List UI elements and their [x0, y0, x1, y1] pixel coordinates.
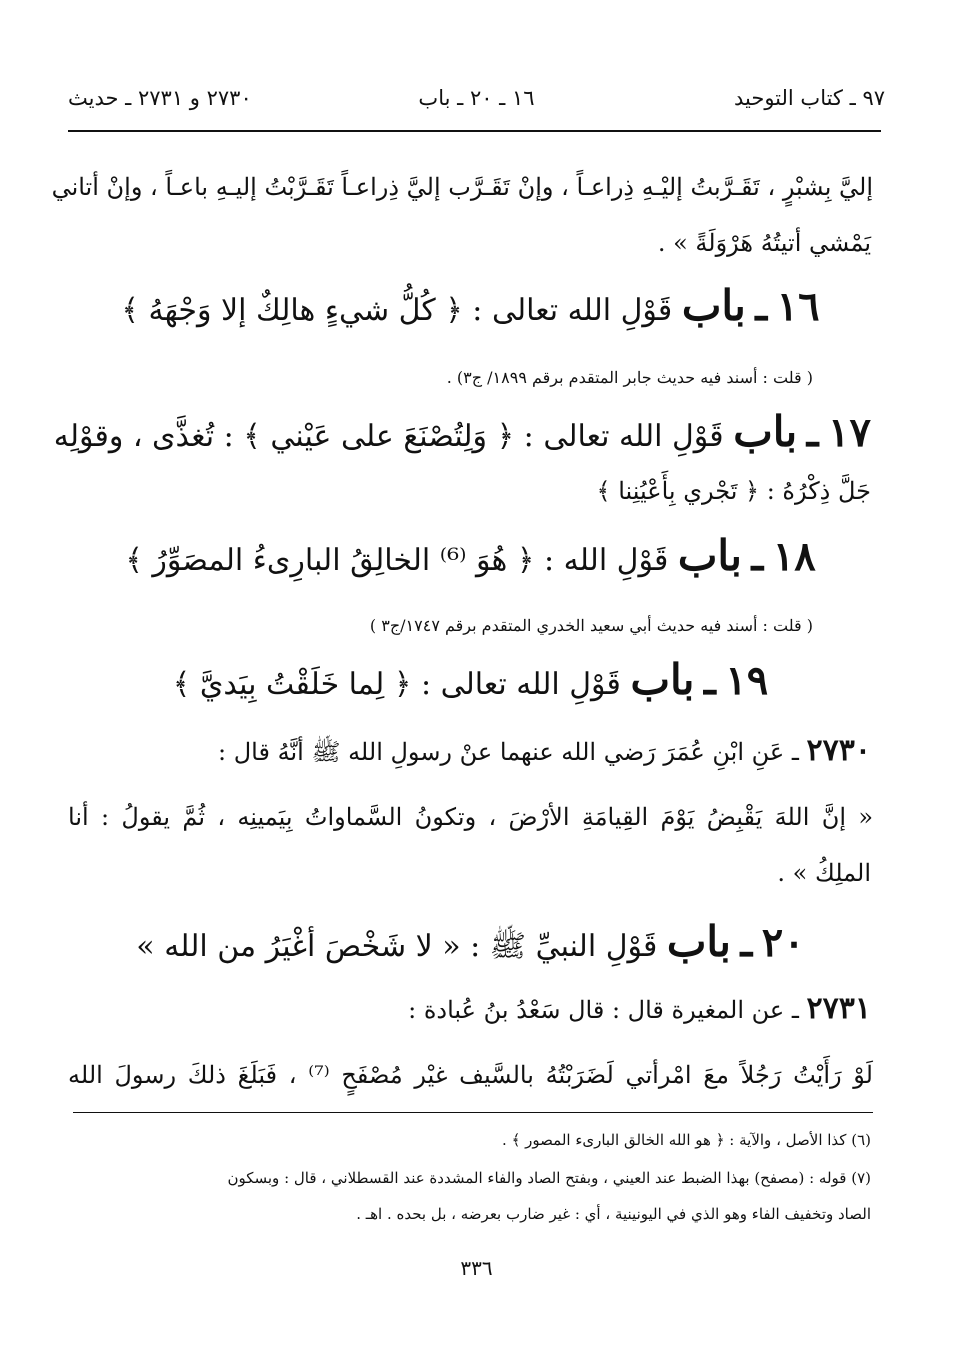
chapter-dash: ـ — [704, 657, 716, 704]
chapter-19-heading — [68, 655, 873, 705]
chapter-bab-word: باب — [666, 917, 731, 966]
chapter-dash: ـ — [751, 533, 764, 580]
chapter-number: ١٩ — [725, 657, 769, 704]
hadith-number: ٢٧٣١ — [806, 991, 871, 1026]
hadith-2730-intro — [218, 734, 871, 769]
header-book-title: ٩٧ ـ كتاب التوحيد — [733, 86, 885, 110]
chapter-title: قَوْلِ النبيِّ ﷺ : « لا شَخْصَ أغْيَرُ من الله » — [136, 929, 658, 964]
chapter-title: قَوْلِ الله تعالى : ﴿ كُلُّ شيءٍ هالِكٌ إلا وَجْهَهُ ﴾ — [121, 293, 673, 328]
footnote-6: (٦) كذا الأصل ، والآية : ﴿ هو الله الخالق البارىء المصور ﴾ . — [502, 1131, 871, 1149]
running-header — [68, 86, 885, 120]
hadith-2730-line-1: « إنَّ اللهَ يَقْبِضُ يَوْمَ القِيامَةِ الأرْضَ ، وتكونُ السَّماواتُ بِيَمينِه ، ثُمَّ يقولُ : أنا — [68, 803, 873, 831]
page-number: ٣٣٦ — [460, 1256, 493, 1280]
hadith-number: ٢٧٣٠ — [806, 733, 871, 768]
chapter-number: ١٧ — [828, 409, 871, 456]
chapter-dash: ـ — [755, 283, 768, 330]
chapter-dash: ـ — [740, 919, 753, 966]
note-16: ( قلت : أسند فيه حديث جابر المتقدم برقم ١٨٩٩/ ج٣) . — [446, 368, 813, 387]
chapter-title: قَوْلِ الله تعالى : ﴿ وَلِتُصْنَعَ على عَيْني ﴾ : تُغذَّى ، وقوْلِه — [53, 419, 724, 454]
continuation-line-2: يَمْشي أتيتُهُ هَرْوَلَةً » . — [657, 229, 871, 257]
chapter-18-heading — [68, 531, 873, 581]
hadith-isnad: ـ عَنِ ابْنِ عُمَرَ رَضي الله عنهما عنْ رسولِ الله ﷺ أنَّهُ قال : — [218, 738, 799, 766]
chapter-title: قَوْلِ الله تعالى : ﴿ لِما خَلَقْتُ بِيَديَّ ﴾ — [172, 667, 621, 702]
header-chapter-range: ١٦ ـ ٢٠ ـ باب — [418, 86, 535, 110]
hadith-2731-intro — [408, 992, 871, 1027]
chapter-number: ١٦ — [776, 283, 820, 330]
chapter-16-heading — [68, 281, 873, 331]
header-divider — [68, 130, 881, 132]
header-hadith-range: ٢٧٣٠ و ٢٧٣١ ـ حديث — [68, 86, 252, 110]
chapter-17-continuation: جَلَّ ذِكْرُهُ : ﴿ تَجْري بِأَعْيُنِنا ﴾ — [596, 477, 871, 505]
chapter-17-heading — [53, 407, 871, 457]
hadith-isnad: ـ عن المغيرة قال : قال سَعْدُ بنُ عُبادة : — [408, 996, 799, 1024]
chapter-bab-word: باب — [733, 407, 798, 456]
chapter-dash: ـ — [806, 409, 819, 456]
chapter-number: ١٨ — [772, 533, 816, 580]
chapter-title: قَوْلِ الله : ﴿ هُوَ ⁽⁶⁾ الخالِقُ البارِىءُ المصَوِّرُ ﴾ — [125, 543, 669, 578]
continuation-line-1: إليَّ بِشبْرٍ ، تَقَـرَّبتُ إليْـهِ ذِراعـاً ، وإنْ تَقَـرَّب إليَّ ذِراعـاً تَقَـرَّبْتُ إليـهِ باعـاً ، وإنْ أتاني — [51, 173, 873, 201]
footnote-divider — [73, 1112, 873, 1113]
footnote-7-line-2: الصاد وتخفيف الفاء وهو الذي في اليونينية ، أي : غير ضارب بعرضه ، بل بحده . اهـ . — [356, 1205, 871, 1223]
chapter-20-heading — [68, 917, 873, 967]
hadith-2731-line-1: لَوْ رَأَيْتُ رَجُلاً معَ امْرأتي لَضَرَبْتُهُ بالسَّيف غيْر مُصْفَحٍ ⁽⁷⁾ ، فَبَلَغَ ذلكَ رسولَ الله — [68, 1061, 873, 1089]
chapter-bab-word: باب — [630, 655, 695, 704]
hadith-2730-line-2: الملِكُ » . — [777, 859, 871, 887]
chapter-bab-word: باب — [677, 531, 742, 580]
chapter-bab-word: باب — [681, 281, 746, 330]
note-18: ( قلت : أسند فيه حديث أبي سعيد الخدري المتقدم برقم ١٧٤٧/ج٣ ) — [369, 616, 813, 635]
footnote-7-line-1: (٧) قوله : (مصفح) بهذا الضبط عند العيني ، وبفتح الصاد والفاء المشددة عند القسطلاني ، قال : وبسكون — [227, 1169, 871, 1187]
chapter-number: ٢٠ — [761, 919, 805, 966]
